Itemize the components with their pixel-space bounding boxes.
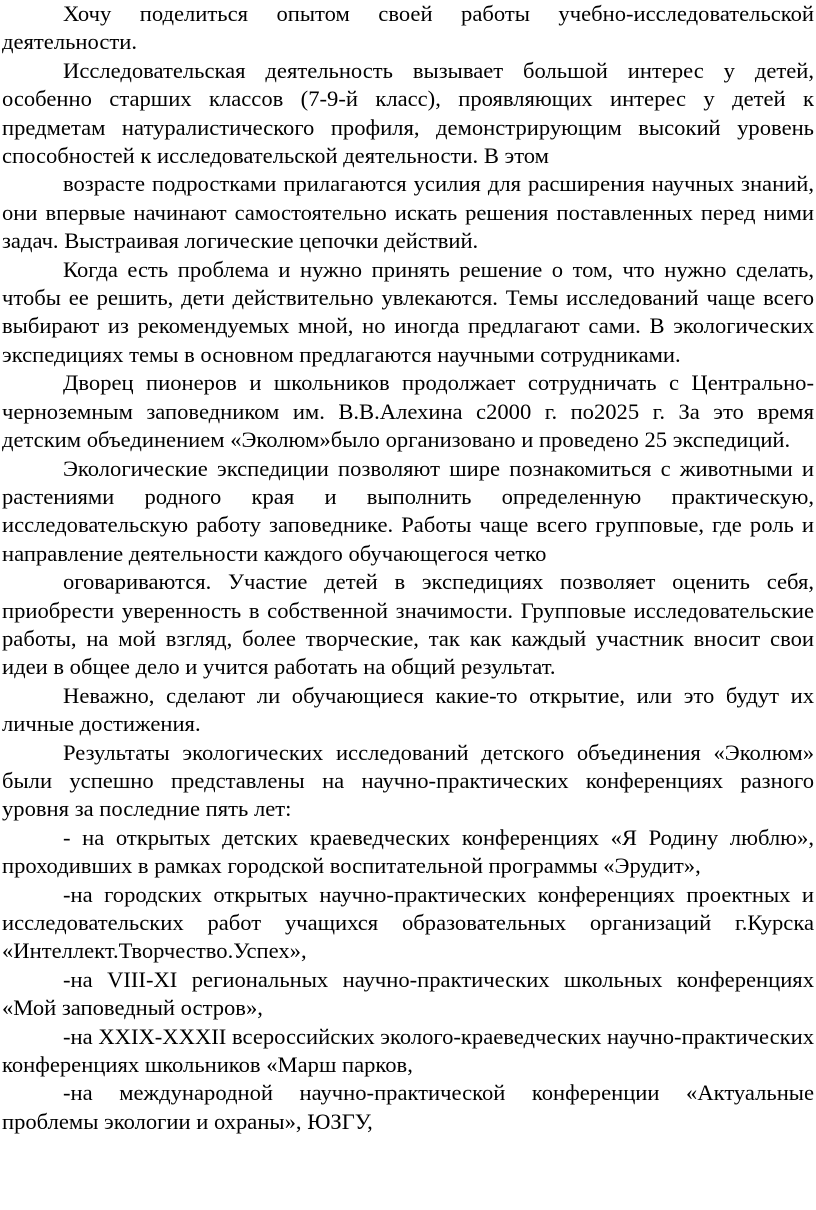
paragraph-expeditions: Экологические экспедиции позволяют шире познакомиться с животными и растениями родного края и выполнить определенную практическую, исследовательскую работу заповеднике. Работы чаще всего групповые, где роль и направление деятельности каждого обучающегося четко	[2, 455, 814, 566]
paragraph-research-interest: Исследовательская деятельность вызывает большой интерес у детей, особенно старших классов (7-9-й класс), проявляющих интерес у детей к предметам натуралистического профиля, демонстрирующим высокий уровень способностей к исследовательской деятельности. В этом	[2, 57, 814, 169]
paragraph-group-work: оговариваются. Участие детей в экспедициях позволяет оценить себя, приобрести уверенность в собственной значимости. Групповые исследовательские работы, на мой взгляд, более творческие, так как каждый участник вносит свои идеи в общее дело и учится работать на общий результат.	[2, 569, 814, 680]
paragraph-results: Результаты экологических исследований детского объединения «Эколюм» были успешно представлены на научно-практических конференциях разного уровня за последние пять лет:	[2, 739, 814, 822]
paragraph-problem-solving: Когда есть проблема и нужно принять решение о том, что нужно сделать, чтобы ее решить, дети действительно увлекаются. Темы исследований чаще всего выбирают из рекомендуемых мной, но иногда предлагают сами. В экологических экспедициях темы в основном предлагаются научными сотрудниками.	[2, 256, 814, 367]
list-item-conference-international: -на международной научно-практической конференции «Актуальные проблемы экологии и охраны», ЮЗГУ,	[2, 1080, 814, 1134]
paragraph-intro: Хочу поделиться опытом своей работы учебно-исследовательской деятельности.	[2, 1, 814, 55]
paragraph-teen-age: возрасте подростками прилагаются усилия для расширения научных знаний, они впервые начинают самостоятельно искать решения поставленных перед ними задач. Выстраивая логические цепочки действий.	[2, 171, 814, 254]
list-item-conference-ostrov: -на VIII-XI региональных научно-практических школьных конференциях «Мой заповедный остров»,	[2, 966, 814, 1021]
list-item-conference-marsh-parkov: -на XXIX-XXXII всероссийских эколого-краеведческих научно-практических конференциях школьников «Марш парков,	[2, 1023, 814, 1078]
paragraph-achievements: Неважно, сделают ли обучающиеся какие-то открытие, или это будут их личные достижения.	[2, 682, 814, 737]
list-item-conference-rodinu: - на открытых детских краеведческих конференциях «Я Родину люблю», проходивших в рамках городской воспитательной программы «Эрудит»,	[2, 824, 814, 879]
paragraph-palace-cooperation: Дворец пионеров и школьников продолжает сотрудничать с Центрально-черноземным заповедником им. В.В.Алехина с2000 г. по2025 г. За это время детским объединением «Эколюм»было организовано и проведено 25 экспедиций.	[2, 370, 814, 453]
list-item-conference-intellekt: -на городских открытых научно-практических конференциях проектных и исследовательских работ учащихся образовательных организаций г.Курска «Интеллект.Творчество.Успех»,	[2, 881, 814, 964]
